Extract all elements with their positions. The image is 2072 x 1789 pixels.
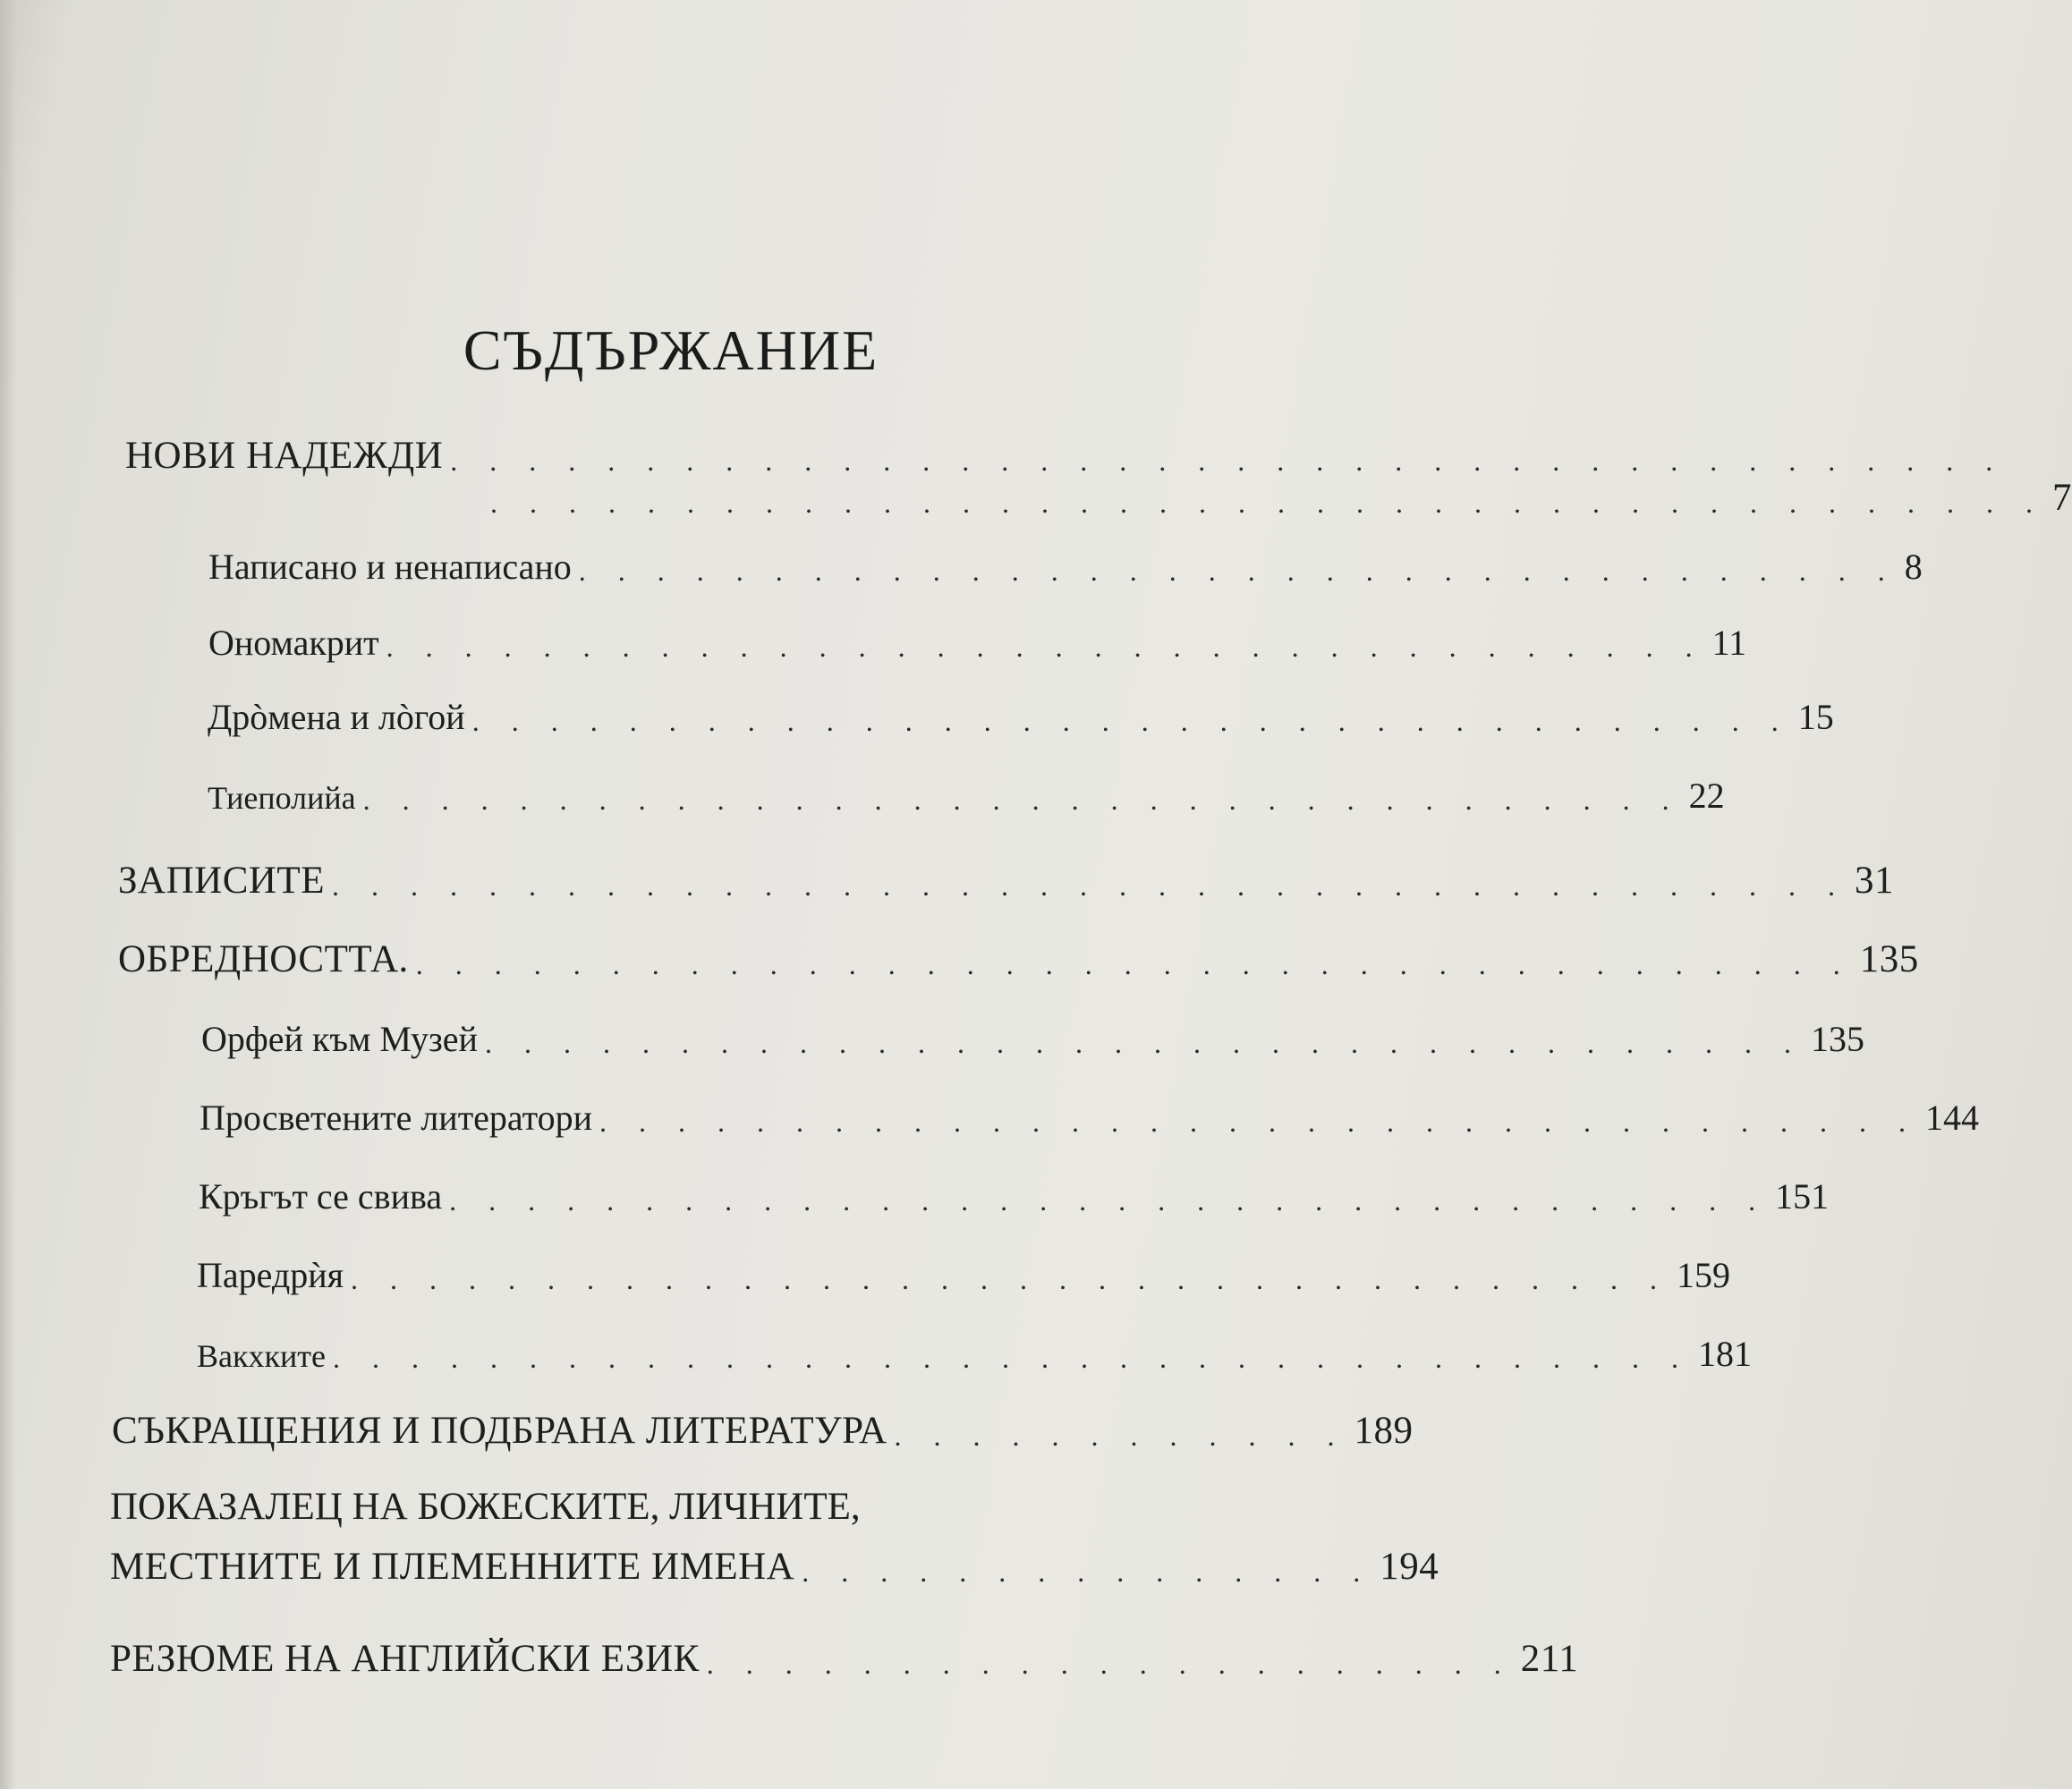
toc-entry-pokazalets [110, 1545, 1439, 1589]
toc-page-number: 189 [1354, 1410, 1414, 1452]
toc-label: Тиеполийа [208, 780, 356, 816]
dot-leader: . . . . . . . . . . . . . . . . . . . . . [706, 1648, 1514, 1680]
dot-leader: . . . . . . . . . . . . . . . . . . . . . . . . . . . . . . . . . . . . . . . [331, 869, 1847, 902]
toc-label: ОБРЕДНОСТТА. [118, 938, 409, 980]
toc-page-number: 194 [1380, 1546, 1439, 1588]
toc-entry-novi-nadezhdi [125, 434, 2006, 478]
toc-label: МЕСТНИТЕ И ПЛЕМЕННИТЕ ИМЕНА [110, 1546, 795, 1588]
dot-leader: . . . . . . . . . . . . . . . . . . . . . . . . . . . . . . . . . . [484, 1027, 1804, 1059]
toc-label: ЗАПИСИТЕ [118, 860, 325, 902]
dot-leader: . . . . . . . . . . . . . . . . . . . . . . . . . . . . . . . . . . [386, 631, 1705, 663]
toc-label: Написано и ненаписано [208, 547, 572, 587]
toc-label: РЕЗЮМЕ НА АНГЛИЙСКИ ЕЗИК [110, 1638, 700, 1680]
toc-page-number: 159 [1677, 1255, 1731, 1295]
toc-label: Ономакрит [208, 623, 379, 663]
dot-leader: . . . . . . . . . . . . . . . . . . . . . . . . . . . . . . . . . . . [332, 1342, 1691, 1374]
dot-leader: . . . . . . . . . . . . . . . . . . . . . . . . . . . . . . . . . . [362, 784, 1682, 816]
toc-page-number: 7 [2052, 477, 2072, 519]
toc-page-number: 135 [1810, 1019, 1864, 1059]
dot-leader: . . . . . . . . . . . . [894, 1420, 1347, 1452]
toc-page-number: 181 [1697, 1334, 1752, 1374]
toc-label: Просветените литератори [200, 1098, 593, 1138]
toc-entry-tiepoliya [208, 775, 1725, 817]
toc-entry-pokazalets-line1: ПОКАЗАЛЕЦ НА БОЖЕСКИТЕ, ЛИЧНИТЕ, [110, 1486, 861, 1528]
toc-entry-dromena [208, 696, 1834, 738]
page-title: СЪДЪРЖАНИЕ [463, 318, 879, 382]
dot-leader: . . . . . . . . . . . . . . . . . . . . . . . . . . . . . . . . . . . . . . . . [450, 445, 2006, 477]
toc-entry-zapisite [118, 859, 1894, 903]
dot-leader: . . . . . . . . . . . . . . . . . . . . . . . . . . . . . . . . . . [471, 705, 1791, 737]
toc-label: Орфей към Музей [201, 1019, 478, 1059]
page-edge-shadow [0, 0, 16, 1789]
toc-page-number: 11 [1711, 623, 1747, 663]
toc-page-number: 15 [1797, 697, 1834, 737]
dot-leader: . . . . . . . . . . . . . . . . . . . . . . . . . . . . . . . . . . . . . . . . [490, 487, 2045, 519]
toc-entry-sakrashteniya [112, 1409, 1414, 1453]
dot-leader: . . . . . . . . . . . . . . . . . . . . . . . . . . . . . . . . . . [449, 1184, 1769, 1217]
dot-leader: . . . . . . . . . . . . . . . . . . . . . . . . . . . . . . . . . . [351, 1263, 1670, 1295]
dot-leader: . . . . . . . . . . . . . . . [802, 1556, 1373, 1588]
toc-label: Паредрѝя [197, 1255, 344, 1295]
toc-entry-onomakrit [208, 622, 1747, 664]
dot-leader: . . . . . . . . . . . . . . . . . . . . . . . . . . . . . . . . . . . . . [415, 948, 1853, 980]
toc-entry-obrednostta [118, 937, 1919, 981]
toc-entry-napisano [208, 546, 1923, 588]
toc-page-number: 22 [1688, 776, 1725, 816]
toc-entry-paredriya [197, 1254, 1731, 1296]
toc-page-number: 135 [1859, 938, 1919, 980]
toc-entry-prosvetenite [200, 1097, 1980, 1139]
toc-label: НОВИ НАДЕЖДИ [125, 435, 444, 477]
toc-page-novi-nadezhdi [483, 476, 2072, 520]
toc-entry-rezyume [110, 1637, 1579, 1681]
toc-label: Вакхките [197, 1338, 326, 1374]
toc-label: СЪКРАЩЕНИЯ И ПОДБРАНА ЛИТЕРАТУРА [112, 1410, 887, 1452]
toc-page-number: 151 [1775, 1176, 1830, 1217]
toc-page-number: 211 [1520, 1638, 1579, 1680]
toc-entry-vakhkite [197, 1333, 1752, 1375]
dot-leader: . . . . . . . . . . . . . . . . . . . . . . . . . . . . . . . . . . [578, 555, 1898, 587]
toc-page-number: 8 [1904, 547, 1923, 587]
toc-entry-kragat [199, 1175, 1830, 1217]
toc-label: Дрòмена и лòгой [208, 697, 465, 737]
toc-entry-orfey [201, 1018, 1864, 1060]
dot-leader: . . . . . . . . . . . . . . . . . . . . . . . . . . . . . . . . . . [599, 1106, 1919, 1138]
toc-page-number: 31 [1854, 860, 1894, 902]
toc-page-number: 144 [1925, 1098, 1980, 1138]
toc-label: Кръгът се свива [199, 1176, 443, 1217]
